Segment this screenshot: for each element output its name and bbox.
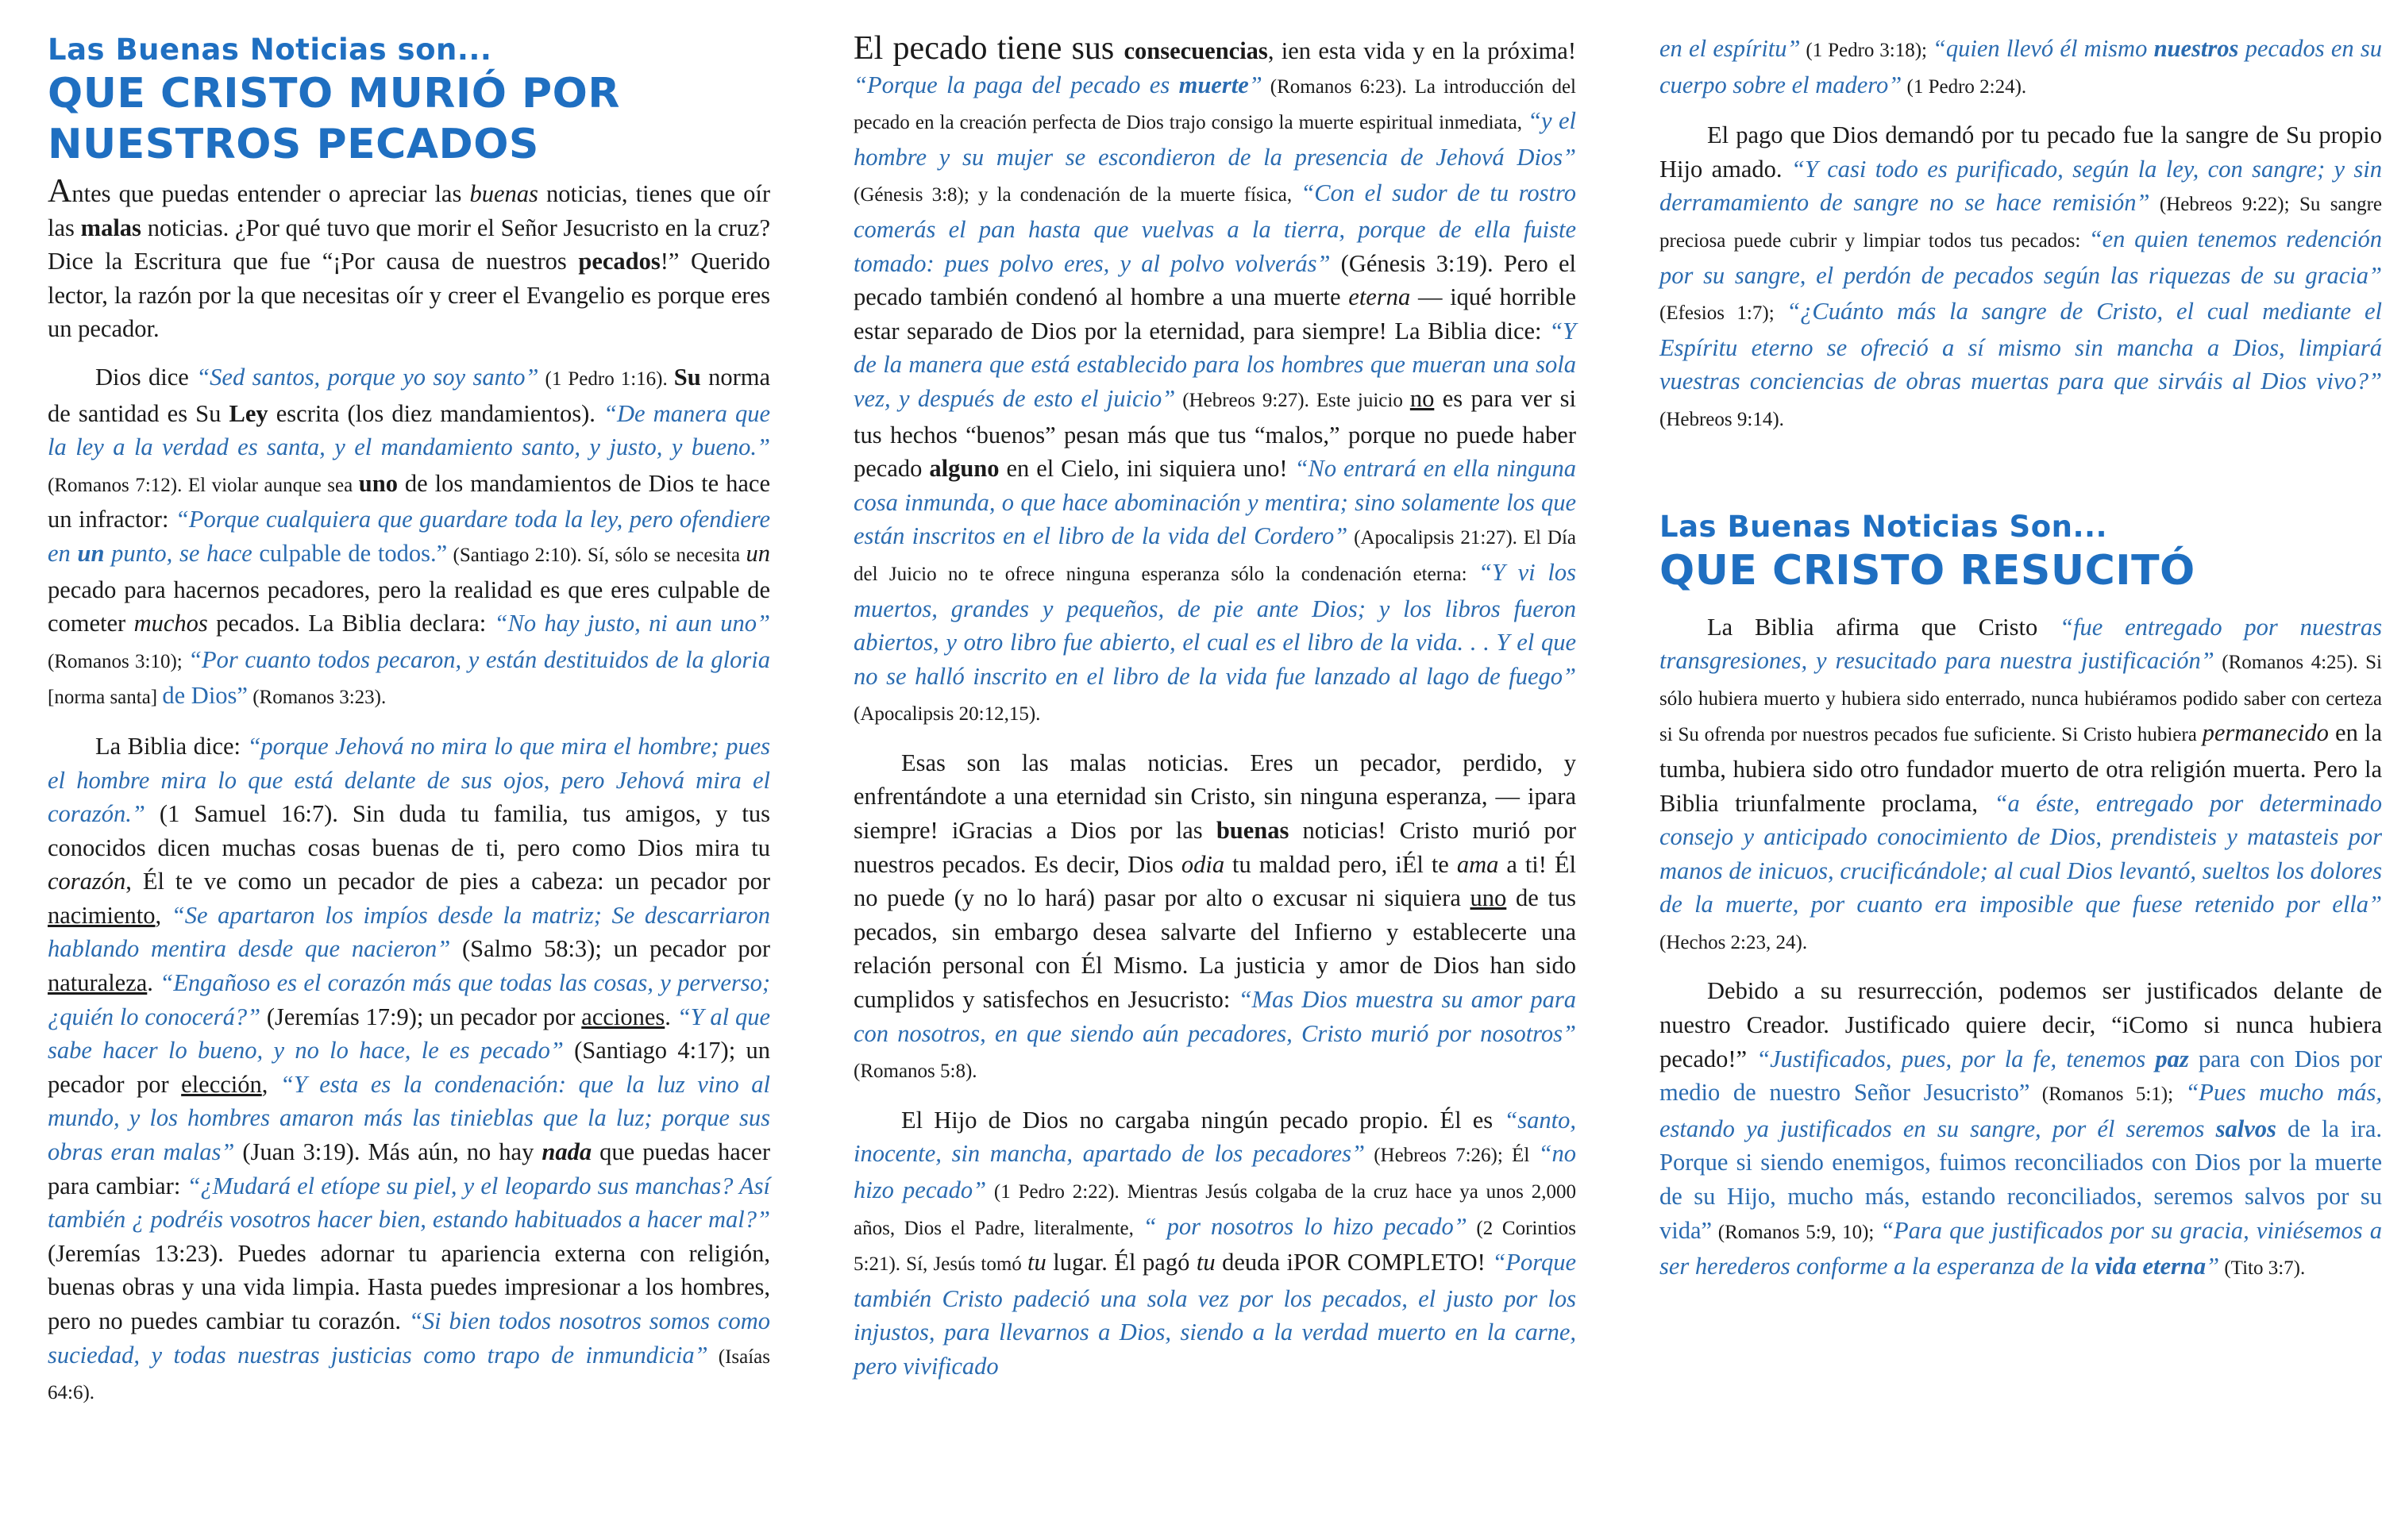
text: eterna (1348, 283, 1411, 311)
paragraph (1659, 118, 2382, 437)
scripture-reference: (Romanos 5:1); (2029, 1084, 2186, 1106)
text: buenas (469, 180, 538, 207)
text: de los mandamientos de Dios te hace un infractor: (48, 469, 770, 533)
text: , Él te ve como un pecador de pies a cabeza: un pecador por (125, 868, 770, 895)
scripture-quote: paz (2155, 1045, 2189, 1072)
scripture-quote: “Se apartaron los impíos desde la matriz; Se descarriaron hablando mentira desde que nacieron” (48, 901, 771, 963)
scripture-reference: (Romanos 5:9, 10); (1712, 1221, 1881, 1243)
text: malas (80, 214, 141, 241)
scripture-quote: “¿Cuánto más la sangre de Cristo, el cual mediante el Espíritu eterno se ofreció a sí mismo sin mancha a Dios, limpiará vuestras conciencias de obras muertas para que sirváis al Dios vivo?” (1659, 298, 2382, 395)
scripture-quote: “Por cuanto todos pecaron, y están destituidos de la gloria (187, 645, 770, 673)
text: Dios dice (95, 363, 197, 391)
scripture-quote: “Para que justificados por su gracia, viniésemos a ser herederos conforme a la esperanza de la (1659, 1216, 2382, 1280)
scripture-reference: (Romanos 7:12). El violar aunque sea (48, 474, 359, 496)
paragraph (854, 1103, 1576, 1384)
scripture-reference: (Génesis 3:8); y la condenación de la muerte física, (854, 184, 1301, 206)
scripture-quote: “¿Mudará el etíope su piel, y el leopardo sus manchas? Así también ¿ podréis vosotros hacer bien, estando habituados a hacer mal?” (48, 1172, 770, 1234)
scripture-quote: de Dios” (162, 682, 248, 710)
text: permanecido (2202, 719, 2329, 747)
scripture-quote: Porque si siendo enemigos, fuimos reconciliados con Dios por la muerte de su Hijo, mucho más, estando reconciliados, seremos salvos por su vida” (1659, 1149, 2382, 1244)
scripture-reference: (Romanos 3:10); (48, 650, 188, 672)
scripture-quote: “Sed santos, porque yo soy santo” (196, 363, 539, 391)
scripture-quote: “y el hombre y su mujer se escondieron de la presencia de Jehová Dios” (854, 107, 1576, 171)
text: es para ver si tus hechos “buenos” pesan más que tus “malos,” porque no puede haber pecado (854, 384, 1576, 483)
scripture-quote: “Y de la manera que está establecido para los hombres que mueran una sola vez, y después de esto el juicio” (854, 317, 1576, 412)
scripture-quote: “Y esta es la condenación: que la luz vino al mundo, y los hombres amaron más las tinieblas que la luz; porque sus obras eran malas” (48, 1070, 770, 1166)
text: ntes que puedas entender o apreciar las (71, 180, 470, 207)
text: (Santiago 4:17); un pecador por (48, 1037, 771, 1098)
text: noticias. ¿Por qué tuvo que morir el Señor Jesucristo en la cruz? Dice la Escritura que fue “¡Por causa de nuestros (48, 214, 770, 275)
text: ama (1456, 850, 1499, 878)
text: noticias, tienes que oír las (48, 180, 770, 241)
text: El pago que Dios demandó por tu pecado fue la sangre de Su propio Hijo amado. (1659, 121, 2382, 183)
scripture-quote: “Porque cualquiera que guardare toda la ley, pero ofendiere en (48, 506, 771, 567)
text: Esas son las malas noticias. Eres un pecador, perdido, y enfrentándote a una eternidad sin Cristo, sin ninguna esperanza, — ipara siempre! iGracias a Dios por las (854, 749, 1576, 845)
text: El Hijo de Dios no cargaba ningún pecado propio. Él es (901, 1106, 1505, 1134)
paragraph (48, 360, 770, 715)
scripture-quote: Señor Jesucristo” (1853, 1079, 2030, 1107)
text: Su (673, 363, 701, 391)
paragraph (48, 175, 770, 346)
scripture-reference: (Romanos 3:23). (247, 687, 387, 709)
scripture-quote: ” (1248, 71, 1262, 98)
text: — iqué horrible estar separado de Dios por la eternidad, para siempre! La Biblia dice: (854, 283, 1576, 345)
text: deuda iPOR COMPLETO! (1215, 1249, 1493, 1276)
scripture-quote: “santo, inocente, sin mancha, apartado de los pecadores” (854, 1106, 1576, 1168)
text: tu maldad pero, iÉl te (1224, 850, 1457, 878)
scripture-quote: “Y al que sabe hacer lo bueno, y no lo hace, le es pecado” (48, 1003, 770, 1065)
section-kicker: Las Buenas Noticias Son... (1659, 509, 2108, 544)
text: pecado para hacernos pecadores, pero la realidad es que eres culpable de cometer (48, 576, 770, 637)
scripture-quote: un (77, 539, 105, 567)
scripture-quote: “ por nosotros lo hizo pecado” (1143, 1212, 1467, 1240)
scripture-quote: nuestros (2153, 35, 2239, 62)
text: tu (1196, 1249, 1216, 1276)
text: pecados (578, 248, 661, 275)
section-kicker: Las Buenas Noticias son... (48, 33, 492, 67)
scripture-reference: (Isaías 64:6). (48, 1346, 771, 1404)
text: que puedas hacer para cambiar: (48, 1138, 770, 1199)
text: La Biblia afirma que Cristo (1707, 613, 2060, 641)
scripture-quote: “no hizo pecado” (854, 1140, 1577, 1203)
text: elección (181, 1070, 262, 1098)
scripture-quote: “Engañoso es el corazón más que todas las cosas, y perverso; ¿quién lo conocerá?” (48, 969, 771, 1030)
text: (Jeremías 17:9); un pecador por (260, 1003, 582, 1030)
text: , ien esta vida y en la próxima! (1267, 37, 1577, 64)
scripture-quote: “No entrará en ella ninguna cosa inmunda, o que hace abominación y mentira; sino solamente los que están inscritos en el libro de la vida del Cordero” (854, 455, 1576, 550)
scripture-quote: “Y casi todo es purificado, según la ley, con sangre; y sin derramamiento de sangre no se hace remisión” (1659, 155, 2382, 217)
column-1 (48, 32, 770, 1411)
text: El pecado tiene sus (854, 30, 1124, 67)
text: escrita (los diez mandamientos). (268, 399, 604, 427)
scripture-quote: ” (2206, 1253, 2220, 1280)
scripture-quote: salvos (2215, 1115, 2276, 1142)
scripture-reference: (Hebreos 7:26); Él (1364, 1145, 1539, 1167)
text: alguno (929, 455, 1000, 483)
paragraph (1659, 974, 2382, 1285)
text: Debido a su resurrección, podemos ser justificados delante de nuestro Creador. Justificado quiere decir, “iComo si nunca hubiera pecado!” (1659, 977, 2382, 1072)
scripture-quote: “a éste, entregado por determinado consejo y anticipado conocimiento de Dios, prendisteis y matasteis por manos de inicuos, crucificándole; al cual Dios levantó, sueltos los dolores de la muerte, por cuanto era imposible que fuese retenido por ella” (1659, 789, 2382, 918)
scripture-reference: (Hebreos 9:14). (1659, 408, 1784, 430)
scripture-reference: (Hebreos 9:22); Su sangre preciosa puede cubrir y limpiar todos tus pecados: (1659, 194, 2382, 252)
text: odia (1181, 850, 1225, 878)
scripture-reference: (Apocalipsis 20:12,15). (854, 703, 1041, 726)
text: no (1409, 384, 1435, 412)
text: , (155, 901, 172, 929)
scripture-reference: (Hebreos 9:27). Este juicio (1175, 389, 1410, 411)
text: tu (1027, 1249, 1046, 1276)
text: Ley (229, 399, 268, 427)
scripture-quote: “fue entregado por nuestras transgresiones, y resucitado para nuestra justificación” (1659, 613, 2382, 675)
scripture-quote: muerte (1178, 71, 1249, 98)
section-headline: QUE CRISTO MURIÓ POR NUESTROS PECADOS (48, 70, 620, 168)
scripture-reference: (Tito 3:7). (2219, 1257, 2306, 1280)
text: muchos (133, 610, 208, 637)
scripture-quote: “Porque la paga del pecado es (854, 71, 1179, 98)
text: a ti! Él no puede (y no lo hará) pasar por alto o excusar ni siquiera (854, 850, 1576, 912)
text: . (147, 969, 160, 997)
scripture-quote: “Pues mucho más, estando ya justificados en su sangre, por él seremos (1659, 1079, 2382, 1142)
scripture-reference: (Efesios 1:7); (1659, 302, 1787, 325)
text: corazón (48, 868, 126, 895)
scripture-reference: (1 Pedro 3:18); (1800, 40, 1933, 61)
text: naturaleza (48, 969, 148, 997)
scripture-quote: de la ira. (2276, 1115, 2382, 1142)
scripture-reference: (Romanos 5:8). (854, 1061, 977, 1083)
scripture-quote: para con Dios por medio de nuestro (1659, 1045, 2382, 1107)
text: buenas (1216, 817, 1289, 845)
text: uno (358, 469, 398, 497)
column-3 (1659, 32, 2382, 1286)
text: . (665, 1003, 677, 1030)
text: (1 Samuel 16:7). Sin duda tu familia, tus amigos, y tus conocidos dicen muchas cosas buenas de ti, pero como Dios mira tu (48, 800, 770, 861)
column-2 (854, 32, 1576, 1384)
text: lugar. Él pagó (1046, 1249, 1197, 1276)
text: (Jeremías 13:23). Puedes adornar tu apariencia externa con religión, buenas obras y una vida limpia. Hasta puedes impresionar a los hombres, pero no puedes cambiar tu corazón. (48, 1239, 770, 1334)
paragraph (48, 730, 770, 1411)
scripture-quote: “Justificados, pues, por la fe, tenemos (1756, 1045, 2156, 1072)
text: (Salmo 58:3); un pecador por (450, 935, 770, 963)
scripture-reference: (1 Pedro 1:16). (538, 368, 674, 390)
scripture-quote: “Porque también Cristo padeció una sola vez por los pecados, el justo por los injustos, para llevarnos a Dios, siendo a la verdad muerto en la carne, pero vivificado (854, 1249, 1577, 1380)
text: en el Cielo, ini siquiera uno! (999, 455, 1295, 483)
scripture-reference: (1 Pedro 2:22). Mientras Jesús colgaba de la cruz hace ya unos 2,000 años, Dios el Padre, literalmente, (854, 1181, 1576, 1239)
text: acciones (581, 1003, 665, 1030)
scripture-quote: “en quien tenemos redención por su sangre, el perdón de pecados según las riquezas de su gracia” (1659, 225, 2382, 289)
drop-cap: A (48, 173, 72, 210)
paragraph (854, 746, 1576, 1089)
text: La Biblia dice: (95, 732, 248, 760)
scripture-quote: culpable de todos.” (259, 539, 448, 567)
paragraph (854, 32, 1576, 732)
scripture-quote: “Mas Dios muestra su amor para con nosotros, en que siendo aún pecadores, Cristo murió por nosotros” (854, 986, 1576, 1047)
scripture-quote: pecados en su cuerpo sobre el madero” (1659, 35, 2382, 98)
scripture-reference: (Romanos 6:23). La introducción del pecado en la creación perfecta de Dios trajo consigo la muerte espiritual inmediata, (854, 75, 1576, 134)
text: consecuencias (1124, 37, 1268, 64)
text: norma de santidad es Su (48, 363, 770, 427)
text: (Juan 3:19). Más aún, no hay (234, 1138, 542, 1166)
paragraph (1659, 32, 2382, 104)
scripture-reference: (1 Pedro 2:24). (1902, 75, 2027, 98)
text: uno (1470, 884, 1507, 912)
scripture-quote: “No hay justo, ni aun uno” (494, 610, 770, 637)
section-headline: QUE CRISTO RESUCITÓ (1659, 546, 2195, 595)
text: !” Querido lector, la razón por la que necesitas oír y creer el Evangelio es porque eres un pecador. (48, 248, 770, 343)
section-resurrection (1659, 509, 2382, 596)
scripture-quote: “porque Jehová no mira lo que mira el hombre; pues el hombre mira lo que está delante de sus ojos, pero Jehová mira el corazón.” (48, 732, 770, 828)
scripture-quote: “De manera que la ley a la verdad es santa, y el mandamiento santo, y justo, y bueno.” (48, 399, 771, 461)
text: noticias! Cristo murió por nuestros pecados. Es decir, Dios (854, 817, 1576, 878)
scripture-quote: punto, se hace (104, 539, 260, 567)
text: pecados. La Biblia declara: (207, 610, 495, 637)
text: (Génesis 3:19). Pero el pecado también condenó al hombre a una muerte (854, 249, 1576, 311)
scripture-reference: (Hechos 2:23, 24). (1659, 931, 1808, 953)
text: nacimiento (48, 901, 156, 929)
scripture-quote: en el espíritu” (1659, 35, 1801, 62)
text: , (261, 1070, 280, 1098)
scripture-reference: (2 Corintios 5:21). Sí, Jesús tomó (854, 1217, 1576, 1276)
scripture-quote: vida eterna (2095, 1253, 2207, 1280)
scripture-quote: “Si bien todos nosotros somos como suciedad, y todas nuestras justicias como trapo de inmundicia” (48, 1307, 770, 1369)
text: [norma santa] (48, 687, 163, 709)
scripture-reference: (Santiago 2:10). Sí, sólo se necesita (447, 544, 746, 566)
scripture-quote: “Y vi los muertos, grandes y pequeños, de pie ante Dios; y los libros fueron abiertos, y otro libro fue abierto, el cual es el libro de la vida. . . Y el que no se halló inscrito en el libro de la vida fue lanzado al lago de fuego” (854, 558, 1576, 690)
text: un (746, 539, 770, 567)
text: nada (542, 1138, 592, 1166)
text: en la tumba, hubiera sido otro fundador muerto de otra religión muerta. Pero la Biblia triunfalmente proclama, (1659, 719, 2382, 817)
text: de tus pecados, sin embargo desea salvarte del Infierno y establecerte una relación personal con Él Mismo. La justicia y amor de Dios han sido cumplidos y satisfechos en Jesucristo: (854, 884, 1576, 1014)
scripture-reference: (Romanos 4:25). Si sólo hubiera muerto y hubiera sido enterrado, nunca hubiéramos podido saber con certeza si Su ofrenda por nuestros pecados fue suficiente. Si Cristo hubiera (1659, 652, 2382, 746)
paragraph (1659, 610, 2382, 961)
scripture-quote: “Con el sudor de tu rostro comerás el pan hasta que vuelvas a la tierra, porque de ella fuiste tomado: pues polvo eres, y al polvo volverás” (854, 179, 1576, 277)
scripture-reference: (Apocalipsis 21:27). El Día del Juicio no te ofrece ninguna esperanza sólo la condenación eterna: (854, 527, 1576, 585)
scripture-quote: “quien llevó él mismo (1932, 35, 2154, 62)
